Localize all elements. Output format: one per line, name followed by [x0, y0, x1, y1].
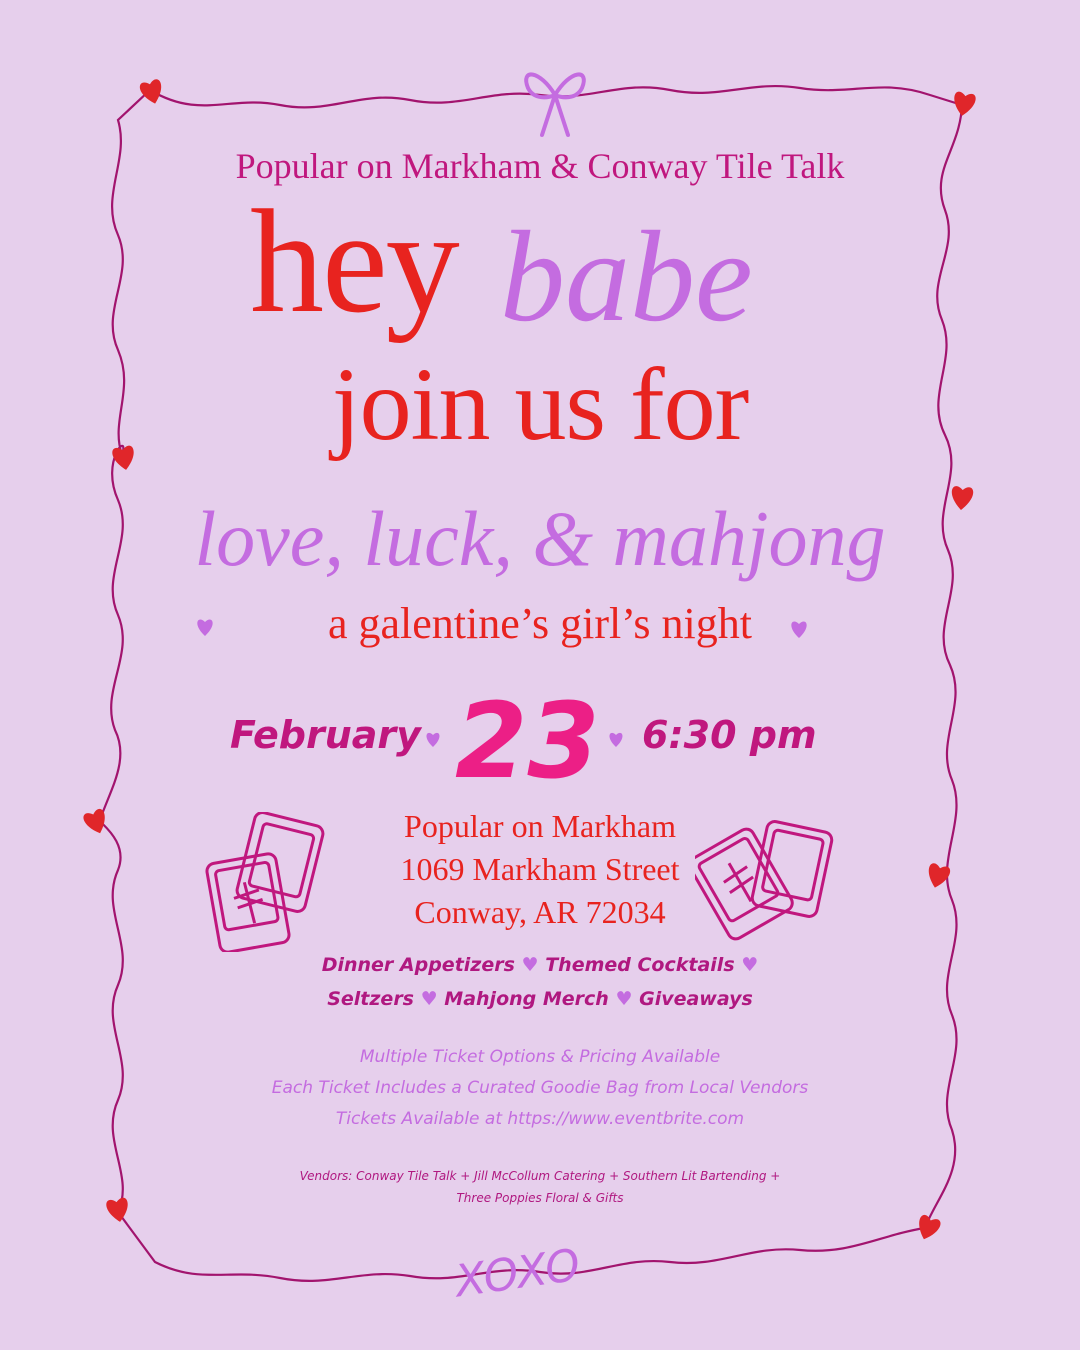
signoff: XOXO: [452, 1239, 584, 1308]
heart-icon: [605, 728, 627, 750]
heart-icon: [422, 728, 444, 750]
heart-icon: [951, 91, 976, 118]
vendors-line: Three Poppies Floral & Gifts: [456, 1191, 624, 1205]
heart-icon: ♥: [521, 954, 539, 976]
ticket-line: Multiple Ticket Options & Pricing Available: [359, 1047, 721, 1067]
headline-hey: hey: [250, 180, 458, 344]
perk-item: Giveaways: [639, 988, 753, 1010]
hosts-line: Popular on Markham & Conway Tile Talk: [235, 146, 845, 186]
heart-icon: [139, 78, 166, 106]
perk-item: Themed Cocktails: [545, 954, 735, 976]
heart-icon: [786, 616, 812, 642]
heart-icon: [914, 1214, 942, 1243]
perk-item: Mahjong Merch: [444, 988, 609, 1010]
heart-icon: ♥: [615, 988, 633, 1010]
heart-icon: ♥: [741, 954, 759, 976]
heart-icon: ♥: [420, 988, 438, 1010]
venue-city: Conway, AR 72034: [414, 894, 666, 930]
headline-babe: babe: [500, 205, 753, 349]
ticket-line: Each Ticket Includes a Curated Goodie Bag from Local Vendors: [271, 1078, 809, 1098]
event-time: 6:30 pm: [642, 713, 817, 757]
venue-name: Popular on Markham: [404, 808, 676, 844]
subtitle-line: a galentine’s girl’s night: [327, 599, 753, 648]
event-month: February: [230, 713, 421, 757]
perk-item: Dinner Appetizers: [321, 954, 515, 976]
vendors-list: [0, 1165, 1080, 1209]
perk-item: Seltzers: [327, 988, 414, 1010]
vendors-line: Vendors: Conway Tile Talk + Jill McCollum Catering + Southern Lit Bartending +: [299, 1169, 781, 1183]
headline-join: join us for: [331, 347, 749, 462]
ticket-info: [0, 1042, 1080, 1135]
perks-list: [0, 948, 1080, 1016]
venue-street: 1069 Markham Street: [400, 851, 680, 887]
theme-line: love, luck, & mahjong: [194, 495, 886, 582]
event-date-row: [0, 680, 1080, 802]
event-day: 23: [455, 680, 600, 802]
ticket-url-line: Tickets Available at https://www.eventbrite.com: [335, 1109, 745, 1129]
mahjong-tile-icon: [695, 818, 835, 958]
venue-address: [0, 805, 1080, 934]
